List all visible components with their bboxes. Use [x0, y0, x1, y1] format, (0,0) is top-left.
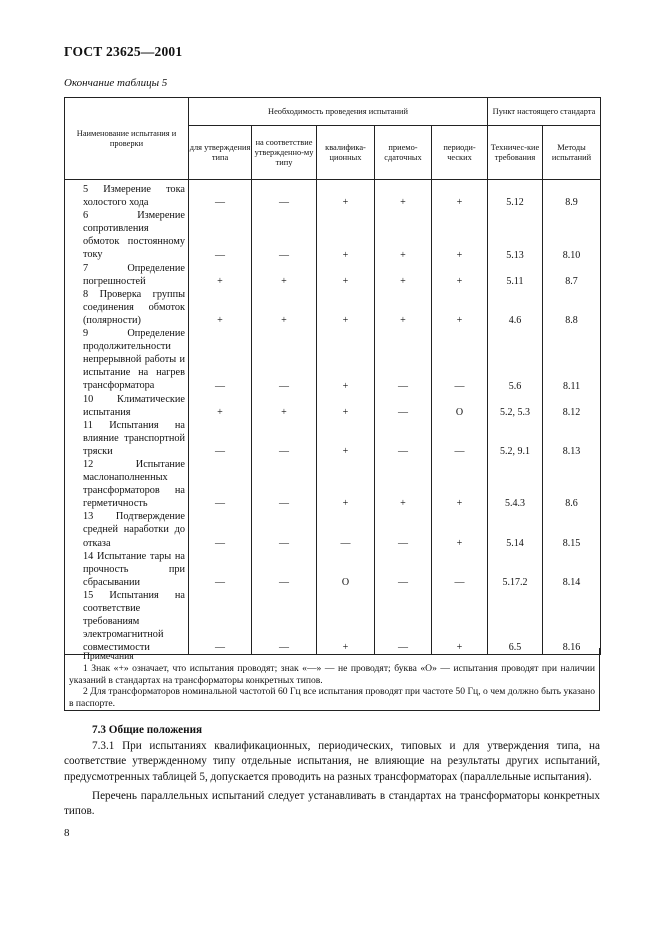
cell-value: —	[252, 589, 317, 655]
table-row	[65, 419, 601, 458]
cell-value: 8.7	[543, 262, 601, 288]
cell-value: —	[252, 458, 317, 510]
sub-header: квалифика-ционных	[317, 126, 375, 180]
cell-value: —	[189, 209, 252, 261]
cell-value: —	[252, 180, 317, 210]
table-row	[65, 180, 601, 210]
cell-value: 8.13	[543, 419, 601, 458]
table-notes	[64, 648, 600, 711]
cell-value: +	[432, 589, 488, 655]
cell-value: +	[317, 262, 375, 288]
cell-value: 8.8	[543, 288, 601, 327]
table-row	[65, 288, 601, 327]
paragraph-parallel-tests: Перечень параллельных испытаний следует устанавливать в стандартах на трансформаторы конкретных типов.	[64, 790, 600, 818]
cell-value: +	[189, 262, 252, 288]
cell-value: —	[189, 550, 252, 589]
cell-value: +	[252, 288, 317, 327]
cell-value: —	[252, 209, 317, 261]
cell-value: 8.12	[543, 393, 601, 419]
notes-title: Примечания	[83, 651, 134, 662]
document-header: ГОСТ 23625—2001	[64, 44, 183, 59]
cell-value: +	[252, 262, 317, 288]
section-title: 7.3 Общие положения	[92, 724, 203, 736]
cell-value: +	[375, 458, 432, 510]
cell-value: —	[252, 510, 317, 549]
test-name: 9 Определение продолжительности непрерывной работы и испытание на нагрев трансформатора	[65, 327, 189, 392]
cell-value: 8.10	[543, 209, 601, 261]
cell-value: 5.12	[488, 180, 543, 210]
cell-value: 5.13	[488, 209, 543, 261]
cell-value: —	[375, 327, 432, 392]
cell-value: +	[432, 458, 488, 510]
cell-value: +	[375, 262, 432, 288]
cell-value: +	[375, 180, 432, 210]
table-row	[65, 262, 601, 288]
cell-value: —	[432, 550, 488, 589]
cell-value: +	[432, 180, 488, 210]
note-2: 2 Для трансформаторов номинальной частотой 60 Гц все испытания проводят при частоте 50 Гц, о чем должно быть указано в паспорте.	[69, 686, 595, 710]
cell-value: О	[432, 393, 488, 419]
test-name: 10 Климатические испытания	[65, 393, 189, 419]
table-row	[65, 327, 601, 392]
cell-value: +	[317, 393, 375, 419]
cell-value: —	[189, 327, 252, 392]
cell-value: 5.2, 9.1	[488, 419, 543, 458]
cell-value: —	[432, 327, 488, 392]
cell-value: +	[375, 209, 432, 261]
table-row	[65, 550, 601, 589]
cell-value: +	[317, 327, 375, 392]
cell-value: 5.2, 5.3	[488, 393, 543, 419]
table-row	[65, 589, 601, 655]
test-name: 14 Испытание тары на прочность при сбрасывании	[65, 550, 189, 589]
test-name: 6 Измерение сопротивления обмоток постоянному току	[65, 209, 189, 261]
table-row	[65, 393, 601, 419]
cell-value: 5.11	[488, 262, 543, 288]
cell-value: +	[317, 180, 375, 210]
paragraph-7-3-1: 7.3.1 При испытаниях квалификационных, периодических, типовых и для утверждения типа, на соответствие утвержденному типу отдельные испытания, не влияющие на результаты других испытаний, предусмотренных таблицей 5, допускается проводить на разных трансформаторах (параллельные испытания).	[64, 740, 600, 783]
table-row	[65, 510, 601, 549]
cell-value: О	[317, 550, 375, 589]
cell-value: —	[375, 419, 432, 458]
cell-value: +	[432, 262, 488, 288]
cell-value: 8.16	[543, 589, 601, 655]
cell-value: 8.6	[543, 458, 601, 510]
cell-value: +	[432, 288, 488, 327]
cell-value: +	[432, 510, 488, 549]
cell-value: —	[252, 327, 317, 392]
cell-value: —	[252, 419, 317, 458]
cell-value: —	[189, 419, 252, 458]
test-name: 8 Проверка группы соединения обмоток (полярности)	[65, 288, 189, 327]
tests-table	[64, 97, 601, 655]
cell-value: —	[375, 550, 432, 589]
col-header-name: Наименование испытания и проверки	[65, 98, 189, 180]
sub-header: периоди-ческих	[432, 126, 488, 180]
cell-value: 5.4.3	[488, 458, 543, 510]
cell-value: +	[189, 288, 252, 327]
group-header-clause: Пункт настоящего стандарта	[488, 98, 601, 126]
cell-value: +	[252, 393, 317, 419]
sub-header: Техничес-кие требования	[488, 126, 543, 180]
note-1: 1 Знак «+» означает, что испытания проводят; знак «—» — не проводят; буква «О» — испытания проводят при наличии указаний в стандартах на трансформаторы конкретных типов.	[69, 662, 595, 686]
sub-header: приемо-сдаточных	[375, 126, 432, 180]
cell-value: —	[432, 419, 488, 458]
cell-value: 5.14	[488, 510, 543, 549]
cell-value: —	[375, 510, 432, 549]
cell-value: 8.11	[543, 327, 601, 392]
table-caption: Окончание таблицы 5	[64, 77, 168, 89]
sub-header: на соответствие утвержденно-му типу	[252, 126, 317, 180]
cell-value: +	[317, 288, 375, 327]
cell-value: 4.6	[488, 288, 543, 327]
cell-value: —	[189, 458, 252, 510]
table-row	[65, 458, 601, 510]
cell-value: +	[317, 589, 375, 655]
cell-value: —	[375, 589, 432, 655]
cell-value: 8.9	[543, 180, 601, 210]
cell-value: +	[317, 458, 375, 510]
sub-header: Методы испытаний	[543, 126, 601, 180]
cell-value: 8.14	[543, 550, 601, 589]
cell-value: —	[189, 589, 252, 655]
table-row	[65, 209, 601, 261]
cell-value: —	[189, 180, 252, 210]
cell-value: 8.15	[543, 510, 601, 549]
cell-value: +	[375, 288, 432, 327]
cell-value: —	[189, 510, 252, 549]
cell-value: 5.6	[488, 327, 543, 392]
group-header-tests: Необходимость проведения испытаний	[189, 98, 488, 126]
sub-header: для утверждения типа	[189, 126, 252, 180]
cell-value: +	[317, 419, 375, 458]
test-name: 11 Испытания на влияние транспортной тряски	[65, 419, 189, 458]
test-name: 15 Испытания на соответствие требованиям электромагнитной совместимости	[65, 589, 189, 655]
test-name: 12 Испытание маслонаполненных трансформаторов на герметичность	[65, 458, 189, 510]
cell-value: +	[317, 209, 375, 261]
page-number: 8	[64, 827, 70, 839]
cell-value: —	[252, 550, 317, 589]
cell-value: 6.5	[488, 589, 543, 655]
test-name: 7 Определение погрешностей	[65, 262, 189, 288]
cell-value: +	[189, 393, 252, 419]
cell-value: —	[375, 393, 432, 419]
cell-value: —	[317, 510, 375, 549]
cell-value: +	[432, 209, 488, 261]
test-name: 5 Измерение тока холостого хода	[65, 180, 189, 210]
cell-value: 5.17.2	[488, 550, 543, 589]
test-name: 13 Подтверждение средней наработки до отказа	[65, 510, 189, 549]
